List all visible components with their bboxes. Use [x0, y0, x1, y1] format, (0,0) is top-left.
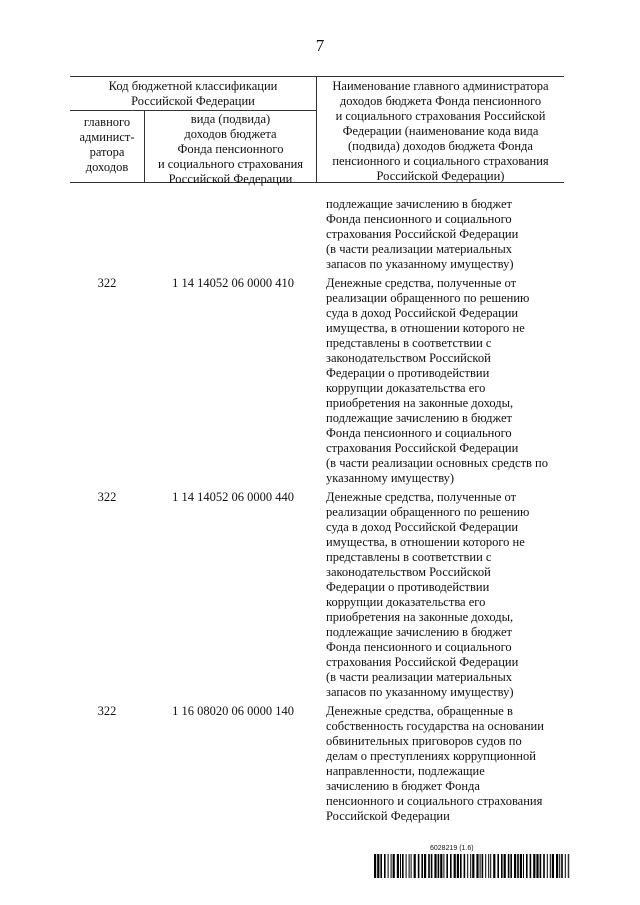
header-line: главного	[83, 115, 131, 129]
barcode-bar	[377, 854, 379, 878]
header-line: пенсионного и социального страхования	[332, 154, 549, 168]
barcode-bar	[397, 854, 399, 878]
header-line: Наименование главного администратора	[332, 79, 549, 93]
description-line: имущества, в отношении которого не	[326, 535, 525, 549]
header-line: доходов бюджета	[184, 127, 277, 141]
description-line: представлены в соответствии с	[326, 550, 492, 564]
header-divider	[70, 110, 316, 111]
barcode-bar	[380, 854, 382, 878]
description-line: зачислению в бюджет Фонда	[326, 779, 480, 793]
description-line: запасов по указанному имуществу)	[326, 685, 514, 699]
table-row	[70, 276, 564, 486]
header-line: доходов	[85, 160, 129, 174]
barcode-bar	[559, 854, 560, 878]
admin-code-cell: 322	[97, 490, 117, 504]
barcode-bar	[504, 854, 506, 878]
barcode-bar	[393, 854, 395, 878]
barcode-bar	[547, 854, 548, 878]
description-line: приобретения на законные доходы,	[326, 610, 514, 624]
barcode-bar	[501, 854, 503, 878]
admin-code-cell: 322	[97, 704, 117, 718]
barcode-bar	[391, 854, 392, 878]
description-line: делам о преступлениях коррупционной	[326, 749, 536, 763]
barcode-bar	[485, 854, 486, 878]
barcode-bar	[470, 854, 471, 878]
barcode-bar	[384, 854, 386, 878]
description-cell	[326, 704, 564, 824]
description-line: подлежащие зачислению в бюджет	[326, 411, 512, 425]
barcode-bar	[374, 854, 376, 878]
barcode-bar	[421, 854, 423, 878]
barcode-bar	[536, 854, 538, 878]
barcode-bar	[460, 854, 462, 878]
description-line: Фонда пенсионного и социального	[326, 212, 512, 226]
header-line: вида (подвида)	[190, 112, 271, 126]
header-line: админист-	[79, 130, 135, 144]
description-line: (в части реализации основных средств по	[326, 456, 548, 470]
description-cell	[326, 490, 564, 700]
header-line: и социального страхования Российской	[335, 109, 546, 123]
description-line: собственность государства на основании	[326, 719, 544, 733]
description-line: представлены в соответствии с	[326, 336, 492, 350]
description-cell	[326, 197, 564, 272]
barcode	[374, 854, 570, 878]
name-column-header	[317, 79, 564, 184]
kind-column-header	[145, 112, 316, 187]
description-line: (в части реализации материальных	[326, 670, 512, 684]
description-line: реализации обращенного по решению	[326, 291, 530, 305]
barcode-bar	[476, 854, 478, 878]
header-line: Фонда пенсионного	[177, 142, 284, 156]
barcode-bar	[431, 854, 433, 878]
description-cell	[326, 276, 564, 486]
table-body	[70, 197, 564, 828]
barcode-bar	[388, 854, 389, 878]
table-row	[70, 490, 564, 700]
description-line: подлежащие зачислению в бюджет	[326, 625, 512, 639]
barcode-bar	[514, 854, 516, 878]
barcode-bar	[480, 854, 481, 878]
description-line: приобретения на законные доходы,	[326, 396, 514, 410]
table-row	[70, 197, 564, 272]
description-line: Денежные средства, полученные от	[326, 490, 517, 504]
barcode-bar	[467, 854, 468, 878]
barcode-bar	[400, 854, 401, 878]
barcode-bar	[490, 854, 491, 878]
description-line: суда в доход Российской Федерации	[326, 306, 519, 320]
description-line: пенсионного и социального страхования	[326, 794, 543, 808]
barcode-bar	[533, 854, 535, 878]
description-line: обвинительных приговоров судов по	[326, 734, 522, 748]
admin-column-header	[70, 115, 144, 175]
barcode-bar	[406, 854, 407, 878]
header-line: Федерации (наименование кода вида	[342, 124, 539, 138]
description-line: реализации обращенного по решению	[326, 505, 530, 519]
description-line: подлежащие зачислению в бюджет	[326, 197, 512, 211]
barcode-bar	[414, 854, 416, 878]
income-code-cell: 1 14 14052 06 0000 440	[172, 490, 294, 504]
description-line: Фонда пенсионного и социального	[326, 640, 512, 654]
description-line: законодательством Российской	[326, 565, 491, 579]
table-row	[70, 704, 564, 824]
budget-code-header	[70, 77, 317, 186]
barcode-label: 6028219 (1.6)	[430, 845, 474, 852]
page-number: 7	[315, 36, 325, 55]
description-line: Денежные средства, обращенные в	[326, 704, 513, 718]
header-line: ратора	[89, 145, 125, 159]
barcode-bar	[561, 854, 563, 878]
barcode-bar	[454, 854, 456, 878]
barcode-bar	[440, 854, 442, 878]
description-line: Федерации о противодействии	[326, 366, 490, 380]
description-line: Федерации о противодействии	[326, 580, 490, 594]
barcode-bar	[493, 854, 495, 878]
header-line: Российской Федерации	[168, 172, 293, 186]
description-line: суда в доход Российской Федерации	[326, 520, 519, 534]
barcode-bar	[526, 854, 528, 878]
description-line: законодательством Российской	[326, 351, 491, 365]
barcode-bar	[464, 854, 466, 878]
header-line: Российской Федерации	[131, 94, 255, 108]
description-line: страхования Российской Федерации	[326, 441, 519, 455]
barcode-bar	[540, 854, 542, 878]
barcode-bar	[411, 854, 412, 878]
barcode-bar	[424, 854, 426, 878]
header-line: доходов бюджета Фонда пенсионного	[339, 94, 542, 108]
description-line: Российской Федерации	[326, 809, 450, 823]
barcode-bar	[402, 854, 404, 878]
barcode-bar	[457, 854, 459, 878]
barcode-bar	[409, 854, 410, 878]
budget-code-title	[70, 79, 316, 109]
income-code-cell: 1 14 14052 06 0000 410	[172, 276, 294, 290]
description-line: имущества, в отношении которого не	[326, 321, 525, 335]
description-line: страхования Российской Федерации	[326, 655, 519, 669]
barcode-bar	[517, 854, 519, 878]
header-line: (подвида) доходов бюджета Фонда	[348, 139, 533, 153]
admin-code-cell: 322	[97, 276, 117, 290]
description-line: запасов по указанному имуществу)	[326, 257, 514, 271]
barcode-bar	[508, 854, 510, 878]
barcode-bar	[520, 854, 522, 878]
barcode-bar	[418, 854, 420, 878]
header-line: Российской Федерации)	[376, 169, 505, 183]
barcode-bar	[482, 854, 484, 878]
barcode-bar	[443, 854, 444, 878]
barcode-bar	[472, 854, 474, 878]
description-line: коррупции доказательства его	[326, 595, 486, 609]
header-line: Код бюджетной классификации	[108, 79, 278, 93]
barcode-bar	[510, 854, 512, 878]
barcode-bar	[450, 854, 452, 878]
description-line: Денежные средства, полученные от	[326, 276, 517, 290]
description-line: направленности, подлежащие	[326, 764, 485, 778]
description-line: страхования Российской Федерации	[326, 227, 519, 241]
description-line: указанному имуществу)	[326, 471, 455, 485]
barcode-bar	[552, 854, 554, 878]
barcode-bar	[497, 854, 499, 878]
barcode-bar	[565, 854, 566, 878]
barcode-bar	[428, 854, 430, 878]
description-line: Фонда пенсионного и социального	[326, 426, 512, 440]
income-code-cell: 1 16 08020 06 0000 140	[172, 704, 294, 718]
barcode-bar	[434, 854, 436, 878]
barcode-bar	[530, 854, 532, 878]
header-line: и социального страхования	[157, 157, 304, 171]
barcode-bar	[556, 854, 558, 878]
description-line: коррупции доказательства его	[326, 381, 486, 395]
table-header	[70, 76, 564, 186]
description-line: (в части реализации материальных	[326, 242, 512, 256]
barcode-bar	[543, 854, 545, 878]
barcode-bar	[446, 854, 448, 878]
barcode-bar	[488, 854, 489, 878]
barcode-bar	[568, 854, 569, 878]
barcode-bar	[550, 854, 551, 878]
barcode-bar	[438, 854, 440, 878]
barcode-bar	[523, 854, 524, 878]
